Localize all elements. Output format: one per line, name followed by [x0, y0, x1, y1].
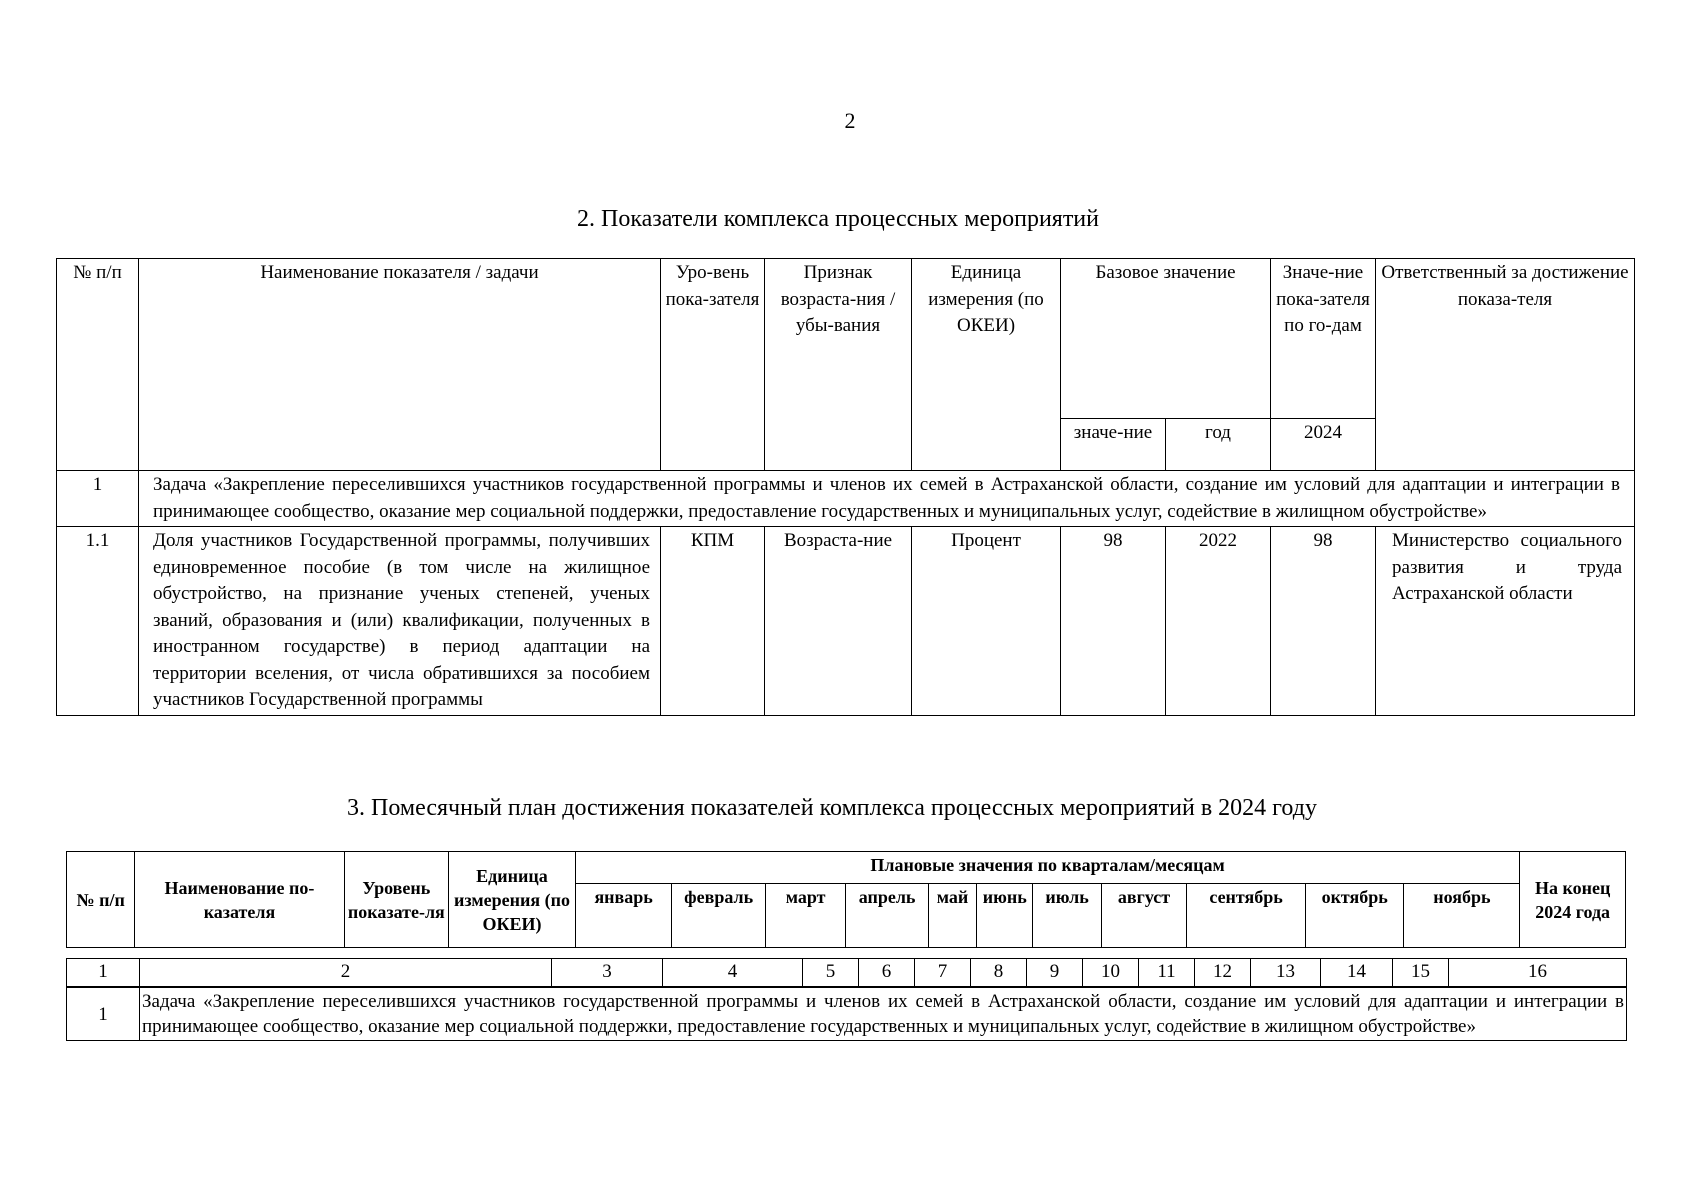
month-october: октябрь — [1305, 884, 1404, 948]
month-november: ноябрь — [1404, 884, 1520, 948]
header-responsible: Ответственный за достижение показа-теля — [1376, 259, 1635, 471]
column-number: 5 — [803, 959, 859, 987]
task-row-text: Задача «Закрепление переселившихся участников государственной программы и членов их семей в Астраханской области, создание им условий для адаптации и интеграции в принимающее сообщество, оказание мер социальной поддержки, предоставление государственных и муниципальных услуг, содействие в жилищном обустройстве» — [139, 471, 1635, 527]
indicator-base-year: 2022 — [1166, 527, 1271, 716]
plan-task-table — [66, 987, 1627, 1041]
indicator-unit: Процент — [912, 527, 1061, 716]
plan-header-planned: Плановые значения по кварталам/месяцам — [575, 852, 1519, 884]
column-number: 6 — [859, 959, 915, 987]
header-base: Базовое значение — [1061, 259, 1271, 419]
column-number: 11 — [1139, 959, 1195, 987]
column-number: 8 — [971, 959, 1027, 987]
column-number: 2 — [140, 959, 552, 987]
header-year-2024: 2024 — [1271, 419, 1376, 471]
month-january: январь — [575, 884, 672, 948]
plan-task-text: Задача «Закрепление переселившихся участников государственной программы и членов их семей в Астраханской области, создание им условий для адаптации и интеграции в принимающее сообщество, оказание мер социальной поддержки, предоставление государственных и муниципальных услуг, содействие в жилищном обустройстве» — [140, 988, 1627, 1041]
plan-header-end-of-year: На конец 2024 года — [1520, 852, 1626, 948]
header-num: № п/п — [57, 259, 139, 471]
indicator-value-2024: 98 — [1271, 527, 1376, 716]
column-number: 4 — [663, 959, 803, 987]
column-number-row — [66, 958, 1627, 987]
indicator-sign: Возраста-ние — [765, 527, 912, 716]
plan-header-unit: Единица измерения (по ОКЕИ) — [449, 852, 576, 948]
indicator-responsible: Министерство социального развития и труда Астраханской области — [1376, 527, 1635, 716]
section-2-title: 2. Показатели комплекса процессных мероприятий — [576, 206, 1099, 232]
plan-header-num: № п/п — [67, 852, 135, 948]
month-april: апрель — [846, 884, 928, 948]
column-number: 14 — [1321, 959, 1393, 987]
month-march: март — [765, 884, 845, 948]
column-number: 16 — [1449, 959, 1627, 987]
plan-header-name: Наименование по-казателя — [135, 852, 344, 948]
task-row-num: 1 — [57, 471, 139, 527]
plan-task-num: 1 — [67, 988, 140, 1041]
month-september: сентябрь — [1187, 884, 1306, 948]
indicator-num: 1.1 — [57, 527, 139, 716]
indicator-base-value: 98 — [1061, 527, 1166, 716]
indicator-level: КПМ — [661, 527, 765, 716]
indicators-table — [56, 258, 1635, 716]
header-value-by-year: Значе-ние пока-зателя по го-дам — [1271, 259, 1376, 419]
page-number: 2 — [844, 108, 856, 133]
column-number: 1 — [67, 959, 140, 987]
header-level: Уро-вень пока-зателя — [661, 259, 765, 471]
column-number: 13 — [1251, 959, 1321, 987]
plan-header-level: Уровень показате-ля — [344, 852, 449, 948]
column-number: 7 — [915, 959, 971, 987]
header-base-year: год — [1166, 419, 1271, 471]
month-july: июль — [1033, 884, 1101, 948]
month-june: июнь — [977, 884, 1033, 948]
indicator-name: Доля участников Государственной программы, получивших единовременное пособие (в том числе на жилищное обустройство, на признание ученых степеней, ученых званий, образования и (или) квалификации, полученных в иностранном государстве) в период адаптации на территории вселения, от числа обратившихся за пособием участников Государственной программы — [139, 527, 661, 716]
column-number: 3 — [552, 959, 663, 987]
column-number: 10 — [1083, 959, 1139, 987]
header-base-value: значе-ние — [1061, 419, 1166, 471]
month-may: май — [928, 884, 976, 948]
header-sign: Признак возраста-ния / убы-вания — [765, 259, 912, 471]
column-number: 12 — [1195, 959, 1251, 987]
section-3-title: 3. Помесячный план достижения показателей комплекса процессных мероприятий в 2024 году — [347, 795, 1317, 821]
header-unit: Единица измерения (по ОКЕИ) — [912, 259, 1061, 471]
monthly-plan-header-table — [66, 851, 1626, 948]
month-august: август — [1101, 884, 1186, 948]
column-number: 15 — [1393, 959, 1449, 987]
header-name: Наименование показателя / задачи — [139, 259, 661, 471]
column-number: 9 — [1027, 959, 1083, 987]
month-february: февраль — [672, 884, 766, 948]
